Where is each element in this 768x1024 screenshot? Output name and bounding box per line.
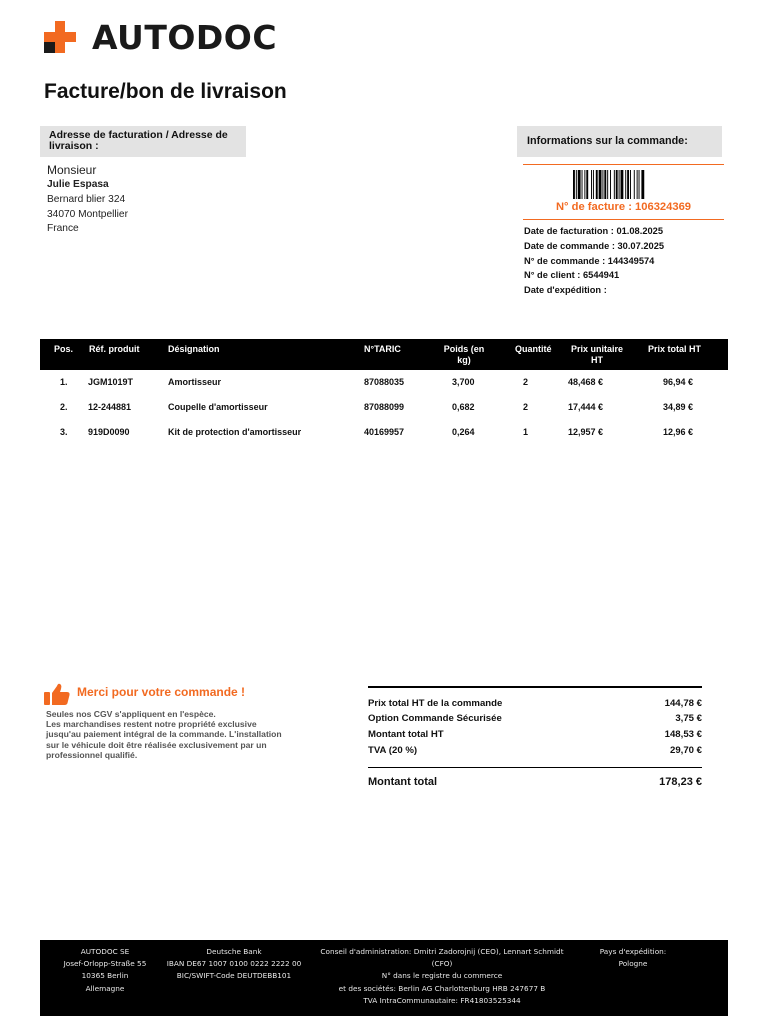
- table-row: 3. 919D0090 Kit de protection d'amortisseur 40169957 0,264 1 12,957 € 12,96 €: [60, 427, 693, 437]
- totals-row: Option Commande Sécurisée 3,75 €: [368, 713, 702, 724]
- col-quantity: Quantité: [515, 344, 552, 354]
- col-unit-price: Prix unitaire HT: [570, 344, 624, 365]
- billing-address: [47, 163, 128, 237]
- totals-row: Prix total HT de la commande 144,78 €: [368, 698, 702, 709]
- totals-row: TVA (20 %) 29,70 €: [368, 745, 702, 756]
- col-taric: N°TARIC: [364, 344, 401, 354]
- document-title: Facture/bon de livraison: [44, 80, 287, 103]
- billing-date: Date de facturation : 01.08.2025: [524, 226, 663, 236]
- customer-name: Julie Espasa: [47, 179, 109, 190]
- order-info-heading: Informations sur la commande:: [517, 126, 722, 157]
- plus-logo-icon: [44, 21, 76, 53]
- order-date: Date de commande : 30.07.2025: [524, 240, 665, 251]
- footer-shipping-country: Pays d'expédition: Pologne: [599, 947, 667, 969]
- grand-total: Montant total 178,23 €: [368, 776, 702, 788]
- address-city: 34070 Montpellier: [47, 208, 128, 220]
- autodoc-logo: [44, 17, 278, 57]
- billing-heading: Adresse de facturation / Adresse de livraison :: [40, 126, 246, 157]
- col-weight: Poids (en kg): [443, 344, 485, 365]
- footer-board: Conseil d'administration: Dmitri Zadorojnij (CEO), Lennart Schmidt (CFO) N° dans le registre du commerce et des sociétés: Berlin AG Charlottenburg HRB 247677 B TVA IntraCommunautaire: FR41803525344: [320, 947, 564, 1005]
- col-designation: Désignation: [168, 344, 220, 354]
- order-meta: [524, 224, 664, 298]
- address-street: Bernard blier 324: [47, 193, 126, 205]
- address-country: France: [47, 223, 79, 235]
- table-row: 1. JGM1019T Amortisseur 87088035 3,700 2 48,468 € 96,94 €: [60, 377, 693, 387]
- col-ref: Réf. produit: [89, 344, 140, 354]
- salutation: Monsieur: [47, 163, 97, 177]
- col-total: Prix total HT: [648, 344, 702, 354]
- client-number: N° de client : 6544941: [524, 270, 620, 281]
- footer-bank: Deutsche Bank IBAN DE67 1007 0100 0222 2222 00 BIC/SWIFT-Code DEUTDEBB101: [166, 947, 302, 981]
- shipping-date: Date d'expédition :: [524, 285, 607, 296]
- terms-text: Seules nos CGV s'appliquent en l'espèce. Les marchandises restent notre propriété exclusive jusqu'au paiement intégral de la commande. L'installation sur le véhicule doit être réalisée exclusivement par un professionnel qualifié.: [46, 709, 282, 760]
- thanks-title: Merci pour votre commande !: [77, 685, 246, 699]
- totals-separator: [368, 767, 702, 768]
- invoice-number: N° de facture : 106324369: [555, 201, 692, 213]
- divider-bottom: [523, 219, 724, 220]
- barcode-icon: [573, 170, 671, 199]
- table-row: 2. 12-244881 Coupelle d'amortisseur 87088099 0,682 2 17,444 € 34,89 €: [60, 402, 693, 412]
- col-pos: Pos.: [54, 344, 74, 354]
- thumbs-up-icon: [44, 682, 70, 706]
- brand-name: AUTODOC: [92, 17, 278, 57]
- items-table-header: [40, 339, 728, 370]
- footer-company: AUTODOC SE Josef-Orlopp-Straße 55 10365 Berlin Allemagne: [63, 947, 147, 993]
- divider-top: [523, 164, 724, 165]
- order-number: N° de commande : 144349574: [524, 255, 655, 266]
- footer: [40, 940, 728, 1016]
- totals-top-rule: [368, 686, 702, 688]
- totals-row: Montant total HT 148,53 €: [368, 729, 702, 740]
